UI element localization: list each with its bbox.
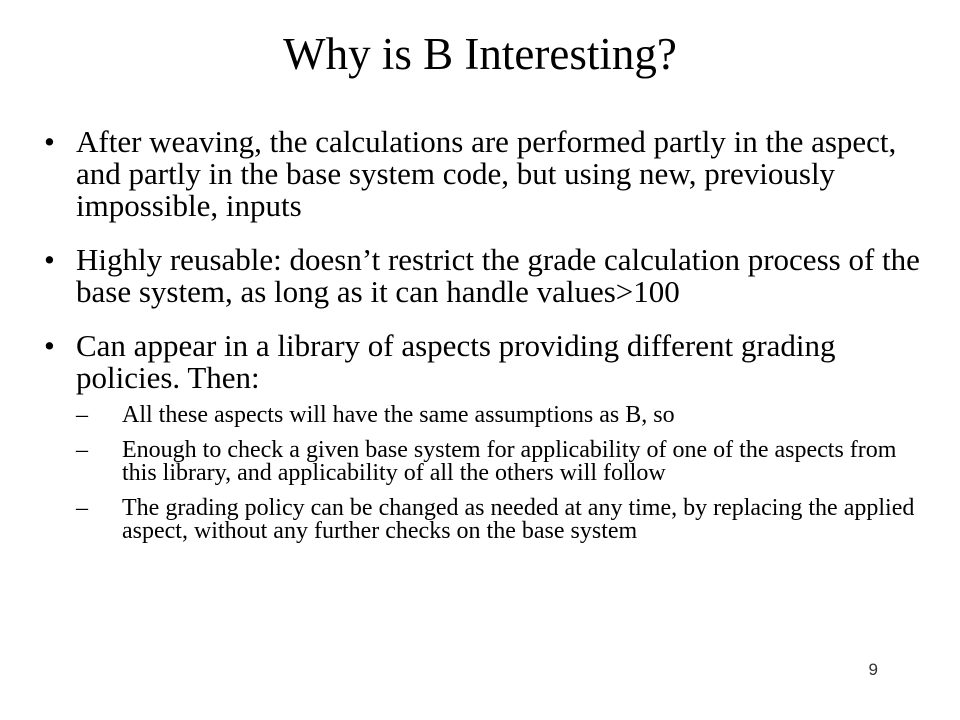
- sub-bullet-item: [76, 439, 924, 485]
- sub-bullet-marker: –: [76, 495, 88, 521]
- bullet-item: [44, 126, 924, 222]
- page-number: 9: [868, 660, 878, 679]
- slide-title: Why is B Interesting?: [283, 29, 677, 79]
- bullet-marker: •: [44, 328, 55, 363]
- sub-bullet-text: Enough to check a given base system for applicability of one of the aspects from this library, and applicability of all the others will follow: [122, 437, 897, 486]
- bullet-marker: •: [44, 124, 55, 159]
- sub-bullet-item: [76, 497, 924, 543]
- bullet-item: [44, 330, 924, 543]
- sub-bullet-item: [76, 404, 924, 427]
- sub-bullet-list: [76, 404, 924, 543]
- bullet-text: Can appear in a library of aspects providing different grading policies. Then:: [76, 328, 836, 395]
- bullet-text: After weaving, the calculations are performed partly in the aspect, and partly in the base system code, but using new, previously impossible, inputs: [76, 124, 897, 223]
- sub-bullet-text: The grading policy can be changed as needed at any time, by replacing the applied aspect, without any further checks on the base system: [122, 495, 915, 544]
- bullet-text: Highly reusable: doesn’t restrict the grade calculation process of the base system, as long as it can handle values>100: [76, 242, 920, 309]
- bullet-marker: •: [44, 242, 55, 277]
- sub-bullet-text: All these aspects will have the same assumptions as B, so: [122, 402, 675, 428]
- bullet-item: [44, 244, 924, 308]
- slide-content: [44, 126, 924, 555]
- sub-bullet-marker: –: [76, 402, 88, 428]
- sub-bullet-marker: –: [76, 437, 88, 463]
